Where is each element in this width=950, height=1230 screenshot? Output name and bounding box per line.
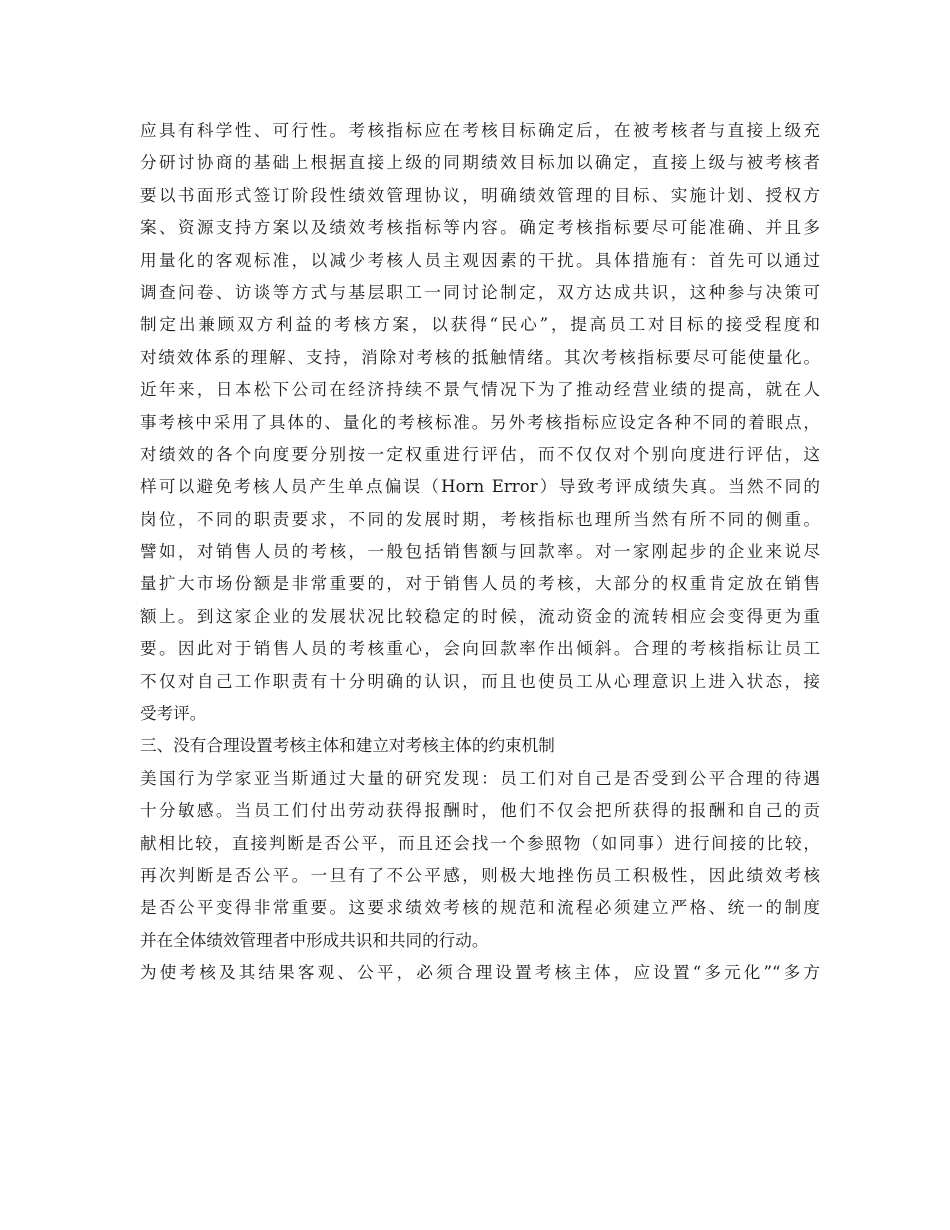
text-line: 额上。到这家企业的发展状况比较稳定的时候，流动资金的流转相应会变得更为重 bbox=[140, 606, 820, 626]
section-heading: 三、没有合理设置考核主体和建立对考核主体的约束机制 bbox=[140, 736, 555, 756]
text-line: 受考评。 bbox=[140, 704, 207, 724]
text-line: 要以书面形式签订阶段性绩效管理协议，明确绩效管理的目标、实施计划、授权方 bbox=[140, 185, 820, 205]
text-line: 案、资源支持方案以及绩效考核指标等内容。确定考核指标要尽可能准确、并且多 bbox=[140, 218, 820, 238]
text-line: 是否公平变得非常重要。这要求绩效考核的规范和流程必须建立严格、统一的制度 bbox=[140, 898, 820, 918]
text-line: 对绩效的各个向度要分别按一定权重进行评估，而不仅仅对个别向度进行评估，这 bbox=[140, 444, 820, 464]
text-line: 要。因此对于销售人员的考核重心，会向回款率作出倾斜。合理的考核指标让员工 bbox=[140, 639, 820, 659]
text-line: 献相比较，直接判断是否公平，而且还会找一个参照物（如同事）进行间接的比较， bbox=[140, 833, 820, 853]
text-line: 譬如，对销售人员的考核，一般包括销售额与回款率。对一家刚起步的企业来说尽 bbox=[140, 542, 820, 562]
text-line: 用量化的客观标准，以减少考核人员主观因素的干扰。具体措施有：首先可以通过 bbox=[140, 250, 820, 270]
text-line: 十分敏感。当员工们付出劳动获得报酬时，他们不仅会把所获得的报酬和自己的贡 bbox=[140, 801, 820, 821]
text-line: 制定出兼顾双方利益的考核方案，以获得“民心”，提高员工对目标的接受程度和 bbox=[140, 315, 820, 335]
text-line: 应具有科学性、可行性。考核指标应在考核目标确定后，在被考核者与直接上级充 bbox=[140, 121, 820, 140]
document-body bbox=[140, 115, 820, 990]
text-line: 为使考核及其结果客观、公平，必须合理设置考核主体，应设置“多元化”“多方 bbox=[140, 963, 820, 983]
text-line: 再次判断是否公平。一旦有了不公平感，则极大地挫伤员工积极性，因此绩效考核 bbox=[140, 865, 820, 885]
text-line: 调查问卷、访谈等方式与基层职工一同讨论制定，双方达成共识，这种参与决策可 bbox=[140, 282, 820, 302]
text-line: 美国行为学家亚当斯通过大量的研究发现：员工们对自己是否受到公平合理的待遇 bbox=[140, 768, 820, 788]
text-line: 分研讨协商的基础上根据直接上级的同期绩效目标加以确定，直接上级与被考核者 bbox=[140, 153, 820, 173]
text-line: 岗位，不同的职责要求，不同的发展时期，考核指标也理所当然有所不同的侧重。 bbox=[140, 509, 820, 529]
text-line: 样可以避免考核人员产生单点偏误（Horn Error）导致考评成绩失真。当然不同的 bbox=[140, 477, 820, 497]
text-line: 事考核中采用了具体的、量化的考核标准。另外考核指标应设定各种不同的着眼点， bbox=[140, 412, 820, 432]
text-line: 近年来，日本松下公司在经济持续不景气情况下为了推动经营业绩的提高，就在人 bbox=[140, 380, 820, 400]
text-line: 量扩大市场份额是非常重要的，对于销售人员的考核，大部分的权重肯定放在销售 bbox=[140, 574, 820, 594]
text-line: 对绩效体系的理解、支持，消除对考核的抵触情绪。其次考核指标要尽可能使量化。 bbox=[140, 347, 820, 367]
text-line: 并在全体绩效管理者中形成共识和共同的行动。 bbox=[140, 930, 489, 950]
text-line: 不仅对自己工作职责有十分明确的认识，而且也使员工从心理意识上进入状态，接 bbox=[140, 671, 820, 691]
